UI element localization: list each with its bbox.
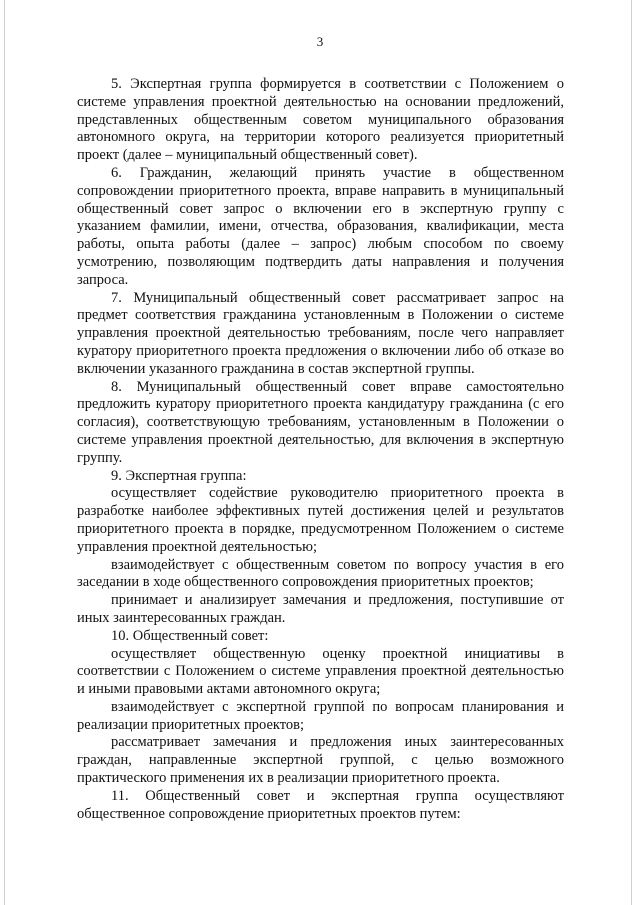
paragraph-7: 7. Муниципальный общественный совет рассматривает запрос на предмет соответствия гражданина установленным в Положении о системе управления проектной деятельностью требованиям, после чего направляет куратору приоритетного проекта предложения о включении либо об отказе во включении указанного гражданина в состав экспертной группы. — [77, 289, 564, 377]
paragraph-9-item-2: взаимодействует с общественным советом по вопросу участия в его заседании в ходе общественного сопровождения приоритетных проектов; — [77, 556, 564, 591]
paragraph-9-item-1: осуществляет содействие руководителю приоритетного проекта в разработке наиболее эффективных путей достижения целей и результатов приоритетного проекта в порядке, предусмотренном Положением о системе управления проектной деятельностью; — [77, 485, 564, 555]
page-edge-right — [631, 0, 632, 905]
paragraph-10-heading: 10. Общественный совет: — [111, 627, 269, 644]
page-edge-left — [4, 0, 5, 905]
paragraph-6: 6. Гражданин, желающий принять участие в общественном сопровождении приоритетного проекта, вправе направить в муниципальный общественный совет запрос о включении его в экспертную группу с указанием фамилии, имени, отчества, образования, квалификации, места работы, опыта работы (далее – запрос) любым способом по своему усмотрению, позволяющим подтвердить даты направления и получения запроса. — [77, 164, 564, 288]
paragraph-9-item-3: принимает и анализирует замечания и предложения, поступившие от иных заинтересованных граждан. — [77, 592, 564, 626]
paragraph-10-item-2: взаимодействует с экспертной группой по вопросам планирования и реализации приоритетных проектов; — [77, 698, 564, 733]
document-body — [77, 76, 564, 823]
paragraph-5: 5. Экспертная группа формируется в соответствии с Положением о системе управления проектной деятельностью на основании предложений, представленных общественным советом муниципального образования автономного округа, на территории которого реализуется приоритетный проект (далее – муниципальный общественный совет). — [77, 76, 564, 164]
paragraph-10-item-3: рассматривает замечания и предложения иных заинтересованных граждан, направленные экспертной группой, с целью возможного практического применения их в реализации приоритетного проекта. — [77, 734, 564, 787]
paragraph-11: 11. Общественный совет и экспертная группа осуществляют общественное сопровождение приоритетных проектов путем: — [77, 787, 564, 822]
paragraph-10-item-1: осуществляет общественную оценку проектной инициативы в соответствии с Положением о системе управления проектной деятельностью и иными правовыми актами автономного округа; — [77, 645, 564, 698]
paragraph-9-heading: 9. Экспертная группа: — [111, 467, 247, 484]
paragraph-8: 8. Муниципальный общественный совет вправе самостоятельно предложить куратору приоритетного проекта кандидатуру гражданина (с его согласия), соответствующую требованиям, установленным в Положении о системе управления проектной деятельностью, для включения в экспертную группу. — [77, 378, 564, 466]
page-number: 3 — [316, 34, 324, 49]
